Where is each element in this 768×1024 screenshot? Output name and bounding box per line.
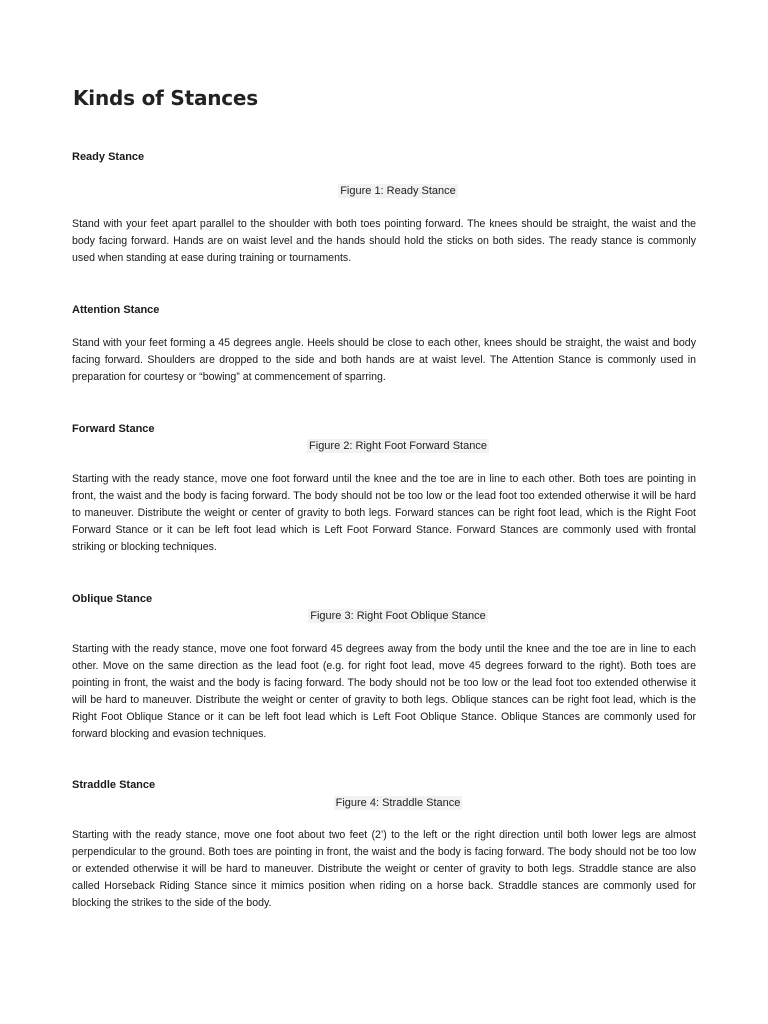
figure-caption-text: Figure 1: Ready Stance (340, 185, 456, 197)
section-heading-straddle-stance: Straddle Stance (72, 779, 156, 791)
section-body-oblique-stance: Starting with the ready stance, move one foot forward 45 degrees away from the body until the knee and the toe are in line to each other. Move on the same direction as the lead foot (e.g. for right foot lead, move 45 degrees forward to the right). Both toes are pointing in front, the waist and the body is facing forward. The body should not be too low or the lead foot too extended otherwise it will be hard to maneuver. Distribute the weight or center of gravity to both legs. Oblique stances can be right foot lead, which is the Right Foot Oblique Stance or it can be left foot lead which is Left Foot Oblique Stance. Oblique Stances are commonly used for forward blocking and evasion techniques. (72, 643, 696, 740)
section-heading-oblique-stance: Oblique Stance (72, 593, 153, 605)
figure-caption-forward-stance (0, 440, 768, 452)
section-body-attention-stance: Stand with your feet forming a 45 degrees angle. Heels should be close to each other, knees should be straight, the waist and body facing forward. Shoulders are dropped to the side and both hands are at waist level. The Attention Stance is commonly used in preparation for courtesy or “bowing” at commencement of sparring. (72, 337, 696, 383)
section-body-straddle-stance: Starting with the ready stance, move one foot about two feet (2’) to the left or the right direction until both lower legs are almost perpendicular to the ground. Both toes are pointing in front, the waist and the body is facing forward. The body should not be too low or extended otherwise it will be hard to maneuver. Distribute the weight or center of gravity to both legs. Straddle stance are also called Horseback Riding Stance since it mimics position when riding on a horse back. Straddle stances are commonly used for blocking the strikes to the side of the body. (72, 829, 696, 909)
section-heading-forward-stance: Forward Stance (72, 423, 155, 435)
page-title: Kinds of Stances (73, 86, 259, 110)
section-body-ready-stance: Stand with your feet apart parallel to the shoulder with both toes pointing forward. The knees should be straight, the waist and the body facing forward. Hands are on waist level and the hands should hold the sticks on both sides. The ready stance is commonly used when standing at ease during training or tournaments. (72, 218, 696, 264)
figure-caption-straddle-stance (0, 797, 768, 809)
section-heading-attention-stance: Attention Stance (72, 304, 160, 316)
section-heading-ready-stance: Ready Stance (72, 151, 145, 163)
figure-caption-oblique-stance (0, 610, 768, 622)
figure-caption-text: Figure 3: Right Foot Oblique Stance (310, 610, 486, 622)
figure-caption-ready-stance (0, 185, 768, 197)
figure-caption-text: Figure 4: Straddle Stance (335, 797, 461, 809)
section-body-forward-stance: Starting with the ready stance, move one foot forward until the knee and the toe are in line to each other. Both toes are pointing in front, the waist and the body is facing forward. The body should not be too low or the lead foot too extended otherwise it will be hard to maneuver. Distribute the weight or center of gravity to both legs. Forward stances can be right foot lead, which is the Right Foot Forward Stance or it can be left foot lead which is Left Foot Forward Stance. Forward Stances are commonly used with frontal striking or blocking techniques. (72, 473, 696, 553)
figure-caption-text: Figure 2: Right Foot Forward Stance (309, 440, 487, 452)
